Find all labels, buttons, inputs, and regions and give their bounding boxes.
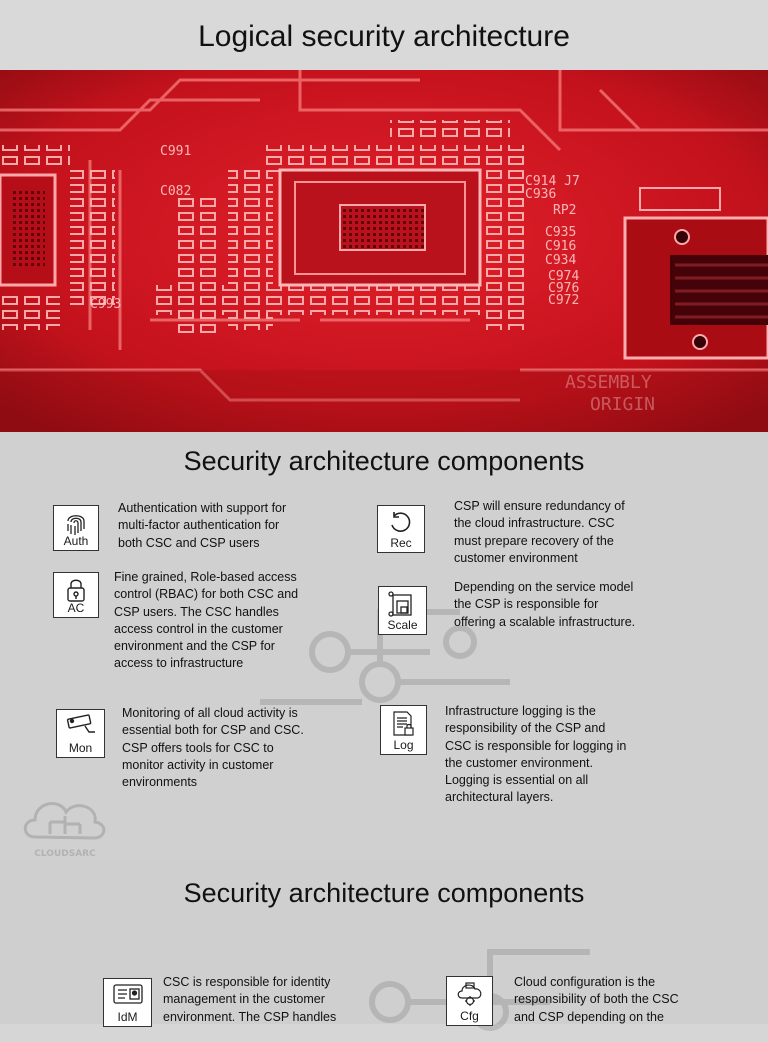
rec-label: Rec [390,536,412,550]
mon-label: Mon [68,741,93,755]
cfg-description: Cloud configuration is the responsibility of both the CSC and CSP depending on the [514,975,679,1024]
scale-label: Scale [387,618,418,632]
auth-description: Authentication with support for multi-factor authentication for both CSC and CSP users [118,501,287,550]
slide-title: Security architecture components [183,878,585,908]
idm-description: CSC is responsible for identity management in the customer environment. The CSP handles [163,975,337,1024]
svg-text:C972: C972 [548,293,580,308]
svg-text:C974: C974 [548,269,580,284]
log-label: Log [393,738,414,752]
recovery-tile [377,505,425,553]
ac-description: Fine grained, Role-based access control (RBAC) for both CSC and CSP users. The CSC handles access control in the customer environment and the CSP for access to infrastructure [114,570,299,671]
svg-text:C916: C916 [545,239,577,254]
cloudsarc-logo [20,792,110,864]
scale-description: Depending on the service model the CSP is responsible for offering a scalable infrastructure. [454,580,636,629]
svg-text:ASSEMBLY: ASSEMBLY [565,372,652,393]
rec-description: CSP will ensure redundancy of the cloud infrastructure. CSC must prepare recovery of the customer environment [454,499,625,565]
mon-description: Monitoring of all cloud activity is essential both for CSP and CSC. CSP offers tools for CSC to monitor activity in customer environments [122,706,304,790]
watermark-text: CLOUDSARC [34,849,96,859]
slide-security-architecture-components-2 [0,862,768,1024]
svg-text:C935: C935 [545,225,577,240]
slide-logical-security-architecture [0,0,768,432]
scale-icon [387,590,417,618]
idm-label: IdM [117,1010,138,1024]
identity-management-tile [103,978,152,1027]
camera-icon [65,713,97,739]
svg-text:C934: C934 [545,253,577,268]
refresh-icon [386,509,414,537]
logging-tile [380,705,427,755]
svg-text:C991: C991 [160,144,192,159]
auth-label: Auth [63,534,89,548]
svg-text:C914 J7: C914 J7 [525,174,580,189]
scale-tile [378,586,427,635]
slide-security-architecture-components [0,432,768,862]
cfg-label: Cfg [460,1009,479,1023]
svg-text:ORIGIN: ORIGIN [590,394,656,415]
slide-title: Logical security architecture [198,20,570,53]
svg-text:C936: C936 [525,187,557,202]
slide-title: Security architecture components [183,446,585,476]
svg-text:C993: C993 [90,297,122,312]
circuit-board-image [0,70,768,432]
auth-tile [53,505,99,551]
log-description: Infrastructure logging is the responsibility of the CSP and CSC is responsible for logging in the customer environment. Logging is essential on all architectural layers. [445,704,627,805]
cloud-config-icon [455,980,485,1008]
id-card-icon [112,982,144,1006]
log-document-icon [389,709,417,739]
configuration-tile [446,976,493,1026]
access-control-tile [53,572,99,618]
padlock-icon [62,576,90,604]
svg-text:C082: C082 [160,184,192,199]
svg-text:RP2: RP2 [553,203,577,218]
svg-text:C976: C976 [548,281,580,296]
ac-label: AC [67,601,85,615]
fingerprint-icon [62,509,90,537]
monitoring-tile [56,709,105,758]
